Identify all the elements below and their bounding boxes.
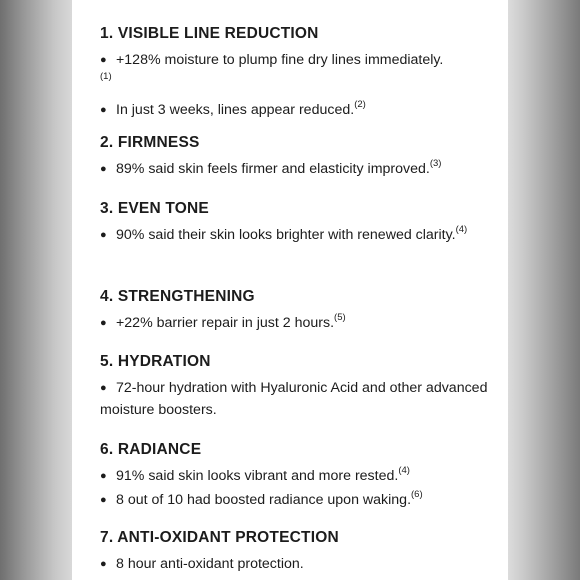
section-firmness [100, 133, 500, 182]
footnote-ref: (1) [100, 71, 112, 83]
list-item [100, 553, 500, 575]
section-heading: 3. EVEN TONE [100, 200, 209, 217]
section-hydration [100, 352, 500, 423]
footnote-ref: (3) [429, 158, 442, 170]
footnote-ref: (4) [398, 465, 410, 477]
item-text: +22% barrier repair in just 2 hours. [116, 315, 335, 331]
section-heading: 2. FIRMNESS [100, 134, 200, 151]
section-heading: 6. RADIANCE [100, 441, 202, 458]
section-heading: 1. VISIBLE LINE REDUCTION [100, 25, 319, 42]
list-item [100, 99, 500, 121]
bullet-icon: ● [100, 317, 107, 329]
footnote-ref: (4) [455, 224, 468, 236]
item-text: +128% moisture to plump fine dry lines immediately. [116, 52, 444, 68]
section-heading: 5. HYDRATION [100, 353, 211, 370]
section-heading: 7. ANTI-OXIDANT PROTECTION [100, 529, 339, 546]
bullet-icon: ● [100, 470, 107, 482]
list-item [100, 158, 500, 180]
section-visible-line-reduction [100, 24, 500, 123]
footnote-ref: (5) [334, 312, 346, 324]
item-text: 91% said skin looks vibrant and more rested. [116, 468, 399, 484]
item-text: 8 hour anti-oxidant protection. [116, 556, 304, 572]
bullet-icon: ● [100, 558, 107, 570]
list-item [100, 224, 500, 246]
section-anti-oxidant-protection [100, 528, 500, 577]
left-background-panel [0, 0, 72, 580]
section-even-tone [100, 199, 500, 248]
item-text: 8 out of 10 had boosted radiance upon waking. [116, 492, 412, 508]
section-radiance [100, 440, 500, 513]
item-text: 89% said skin feels firmer and elasticity improved. [116, 161, 430, 177]
list-item [100, 489, 500, 511]
bullet-icon: ● [100, 382, 107, 394]
footnote-ref: (2) [354, 99, 366, 111]
bullet-icon: ● [100, 54, 107, 66]
list-item [100, 465, 500, 487]
list-item [100, 49, 500, 93]
list-item [100, 312, 500, 334]
bullet-icon: ● [100, 229, 107, 241]
bullet-icon: ● [100, 163, 107, 175]
footnote-ref: (6) [411, 489, 423, 501]
item-text: 90% said their skin looks brighter with renewed clarity. [116, 227, 456, 243]
bullet-icon: ● [100, 494, 107, 506]
item-text: 72-hour hydration with Hyaluronic Acid and other advanced moisture boosters. [100, 380, 488, 418]
item-text: In just 3 weeks, lines appear reduced. [116, 102, 355, 118]
section-strengthening [100, 287, 500, 336]
list-item [100, 377, 500, 421]
bullet-icon: ● [100, 104, 107, 116]
benefits-card [72, 0, 508, 580]
section-heading: 4. STRENGTHENING [100, 288, 255, 305]
right-background-panel [508, 0, 580, 580]
